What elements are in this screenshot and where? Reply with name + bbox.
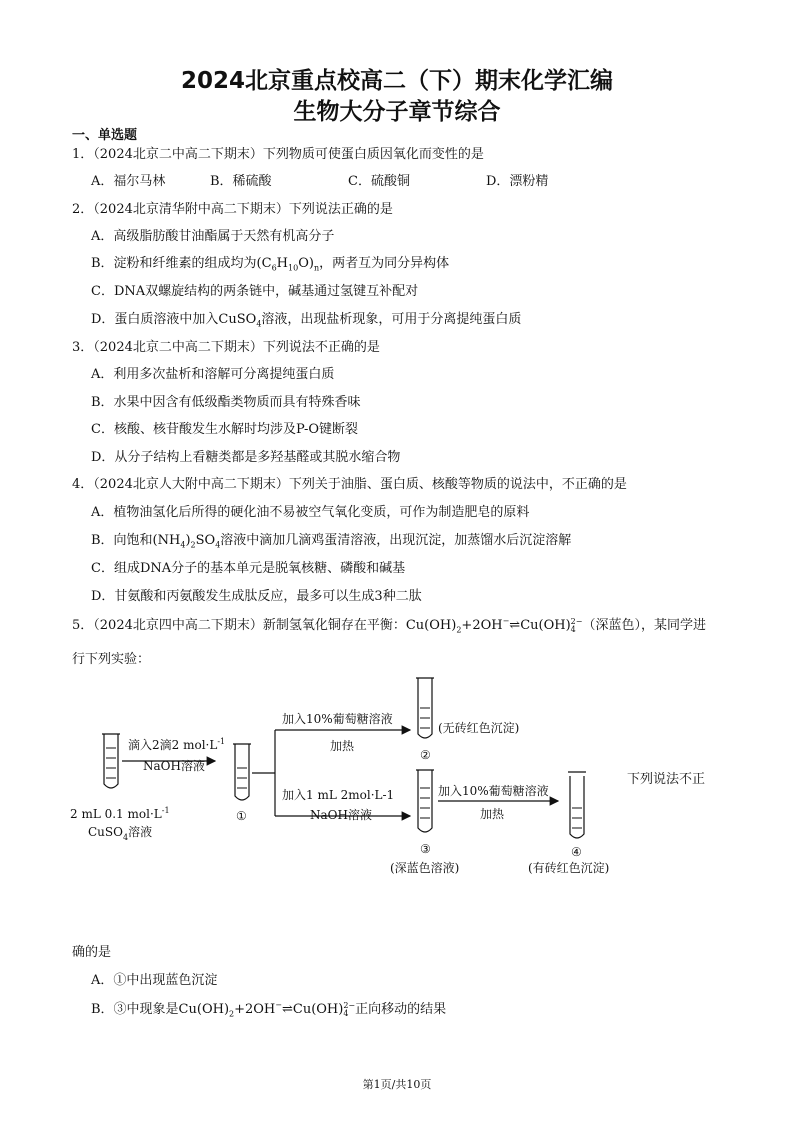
test-tube-1 bbox=[233, 744, 251, 800]
q2-option-a: A．高级脂肪酸甘油酯属于天然有机高分子 bbox=[91, 229, 335, 244]
test-tube-2 bbox=[416, 678, 434, 738]
q2-option-b: B．淀粉和纤维素的组成均为$(C_6H_{10}O)_n$，两者互为同分异构体 bbox=[91, 256, 450, 273]
q2-option-d: D．蛋白质溶液中加入CuSO$_4$溶液，出现盐析现象，可用于分离提纯蛋白质 bbox=[91, 312, 522, 329]
test-tube-4 bbox=[568, 772, 586, 838]
q1-option-b: B．稀硫酸 bbox=[210, 174, 272, 189]
lower-arrow-top-label: 加入1 mL 2mol·L-1 bbox=[282, 788, 395, 802]
question-2-stem: 2．（2024北京清华附中高二下期末）下列说法正确的是 bbox=[72, 202, 393, 217]
arrow-1-bottom-label: NaOH溶液 bbox=[143, 759, 205, 773]
q3-option-c: C．核酸、核苷酸发生水解时均涉及P-O键断裂 bbox=[91, 422, 359, 437]
tube-2-label: ② bbox=[420, 748, 431, 762]
document-subtitle: 生物大分子章节综合 bbox=[293, 99, 501, 125]
page-footer: 第1页/共10页 bbox=[362, 1078, 432, 1091]
start-test-tube bbox=[102, 734, 120, 788]
q4-option-c: C．组成DNA分子的基本单元是脱氧核糖、磷酸和碱基 bbox=[91, 561, 406, 576]
question-5-continued: 确的是 bbox=[72, 945, 112, 960]
tube-2-result: (无砖红色沉淀) bbox=[438, 721, 520, 735]
tube-4-label: ④ bbox=[571, 845, 582, 859]
q1-option-d: D．漂粉精 bbox=[486, 174, 549, 189]
right-arrow-bottom-label: 加热 bbox=[480, 807, 505, 821]
section-heading: 一、单选题 bbox=[72, 128, 138, 143]
q4-option-a: A．植物油氢化后所得的硬化油不易被空气氧化变质，可作为制造肥皂的原料 bbox=[91, 505, 530, 520]
question-1-stem: 1．（2024北京二中高二下期末）下列物质可使蛋白质因氧化而变性的是 bbox=[72, 147, 484, 162]
upper-arrow-bottom-label: 加热 bbox=[330, 739, 355, 753]
start-label-line1: 2 mL 0.1 $mol\cdot L^{-1}$ bbox=[70, 806, 170, 821]
question-5-stem: 5．（2024北京四中高二下期末）新制氢氧化铜存在平衡：$Cu(OH)_2+2OH^-\rightleftharpoons Cu(OH)$ 2− 4 （深蓝色），某同学进 bbox=[72, 616, 706, 635]
question-4-stem: 4．（2024北京人大附中高二下期末）下列关于油脂、蛋白质、核酸等物质的说法中，不正确的是 bbox=[72, 477, 627, 492]
right-arrow-top-label: 加入10%葡萄糖溶液 bbox=[438, 784, 549, 798]
q3-option-a: A．利用多次盐析和溶解可分离提纯蛋白质 bbox=[91, 367, 335, 382]
arrow-1-top-label: 滴入2滴2 $mol\cdot L^{-1}$ bbox=[128, 737, 226, 752]
q3-option-d: D．从分子结构上看糖类都是多羟基醛或其脱水缩合物 bbox=[91, 450, 401, 465]
tube-3-label: ③ bbox=[420, 842, 431, 856]
question-3-stem: 3．（2024北京二中高二下期末）下列说法不正确的是 bbox=[72, 340, 380, 355]
test-tube-3 bbox=[416, 770, 434, 832]
q1-option-c: C．硫酸铜 bbox=[348, 174, 410, 189]
tube-4-result: (有砖红色沉淀) bbox=[528, 861, 610, 875]
lower-arrow-bottom-label: NaOH溶液 bbox=[310, 808, 372, 822]
question-5-side-text: 下列说法不正 bbox=[627, 772, 706, 787]
q3-option-b: B．水果中因含有低级酯类物质而具有特殊香味 bbox=[91, 395, 361, 410]
document-title: 2024北京重点校高二（下）期末化学汇编 bbox=[180, 68, 613, 94]
upper-arrow-top-label: 加入10%葡萄糖溶液 bbox=[282, 712, 393, 726]
tube-1-label: ① bbox=[236, 809, 247, 823]
start-label-line2: CuSO$_4$溶液 bbox=[88, 825, 153, 842]
q5-option-b: B．③中现象是$Cu(OH)_2+2OH^-\rightleftharpoons Cu(OH)$ 2− 4 正向移动的结果 bbox=[91, 1000, 447, 1019]
question-5-stem-continued: 行下列实验： bbox=[72, 652, 151, 667]
q4-option-d: D．甘氨酸和丙氨酸发生成肽反应，最多可以生成3种二肽 bbox=[91, 589, 422, 604]
q1-option-a: A．福尔马林 bbox=[91, 174, 166, 189]
tube-3-result: (深蓝色溶液) bbox=[390, 861, 460, 875]
q5-option-a: A．①中出现蓝色沉淀 bbox=[91, 973, 218, 988]
q4-option-b: B．向饱和$(NH_4)_2SO_4$溶液中滴加几滴鸡蛋清溶液，出现沉淀，加蒸馏水后沉淀溶解 bbox=[91, 533, 572, 550]
q2-option-c: C．DNA双螺旋结构的两条链中，碱基通过氢键互补配对 bbox=[91, 284, 419, 299]
